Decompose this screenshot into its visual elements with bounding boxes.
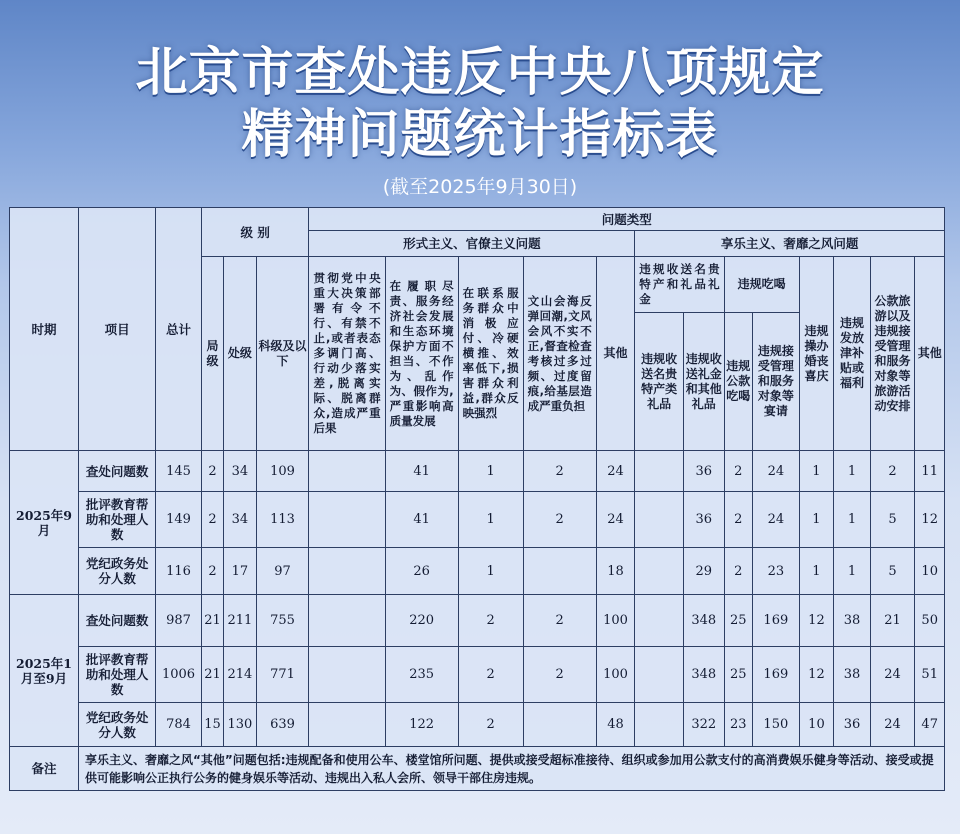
cell-h-eat1: 2 — [724, 492, 752, 548]
cell-bureau: 2 — [201, 492, 223, 548]
header-section: 科级及以下 — [256, 257, 309, 451]
cell-h-gift2: 36 — [683, 451, 724, 492]
cell-f1 — [309, 492, 385, 548]
cell-total: 116 — [156, 548, 202, 595]
period-label: 2025年1月至9月 — [10, 595, 79, 747]
cell-bureau: 21 — [201, 647, 223, 703]
cell-f3: 2 — [458, 595, 523, 647]
header-division: 处级 — [224, 257, 256, 451]
cell-f2: 41 — [385, 492, 458, 548]
cell-section: 639 — [256, 703, 309, 747]
cell-h-other: 10 — [915, 548, 945, 595]
header-hedonism-other: 其他 — [915, 257, 945, 451]
cell-f4: 2 — [523, 595, 596, 647]
cell-f1 — [309, 451, 385, 492]
cell-f-other: 100 — [596, 647, 635, 703]
note-label: 备注 — [10, 747, 79, 791]
table-row — [10, 647, 945, 703]
cell-h-eat1: 25 — [724, 647, 752, 703]
cell-h-eat1: 2 — [724, 548, 752, 595]
cell-section: 113 — [256, 492, 309, 548]
cell-division: 214 — [224, 647, 256, 703]
cell-h-gift1 — [635, 703, 684, 747]
cell-f4 — [523, 548, 596, 595]
header-bureau: 局级 — [201, 257, 223, 451]
cell-h-subsidy: 36 — [834, 703, 871, 747]
table-row — [10, 492, 945, 548]
cell-f-other: 24 — [596, 451, 635, 492]
cell-f-other: 18 — [596, 548, 635, 595]
cell-h-wedding: 12 — [799, 595, 834, 647]
cell-h-travel: 2 — [870, 451, 915, 492]
cell-h-gift1 — [635, 451, 684, 492]
header-eat-1: 违规公款吃喝 — [724, 313, 752, 451]
row-item-label: 党纪政务处分人数 — [79, 703, 156, 747]
header-period: 时期 — [10, 208, 79, 451]
cell-h-travel: 21 — [870, 595, 915, 647]
cell-h-eat2: 23 — [753, 548, 800, 595]
cell-f1 — [309, 703, 385, 747]
cell-f3: 1 — [458, 492, 523, 548]
cell-f2: 26 — [385, 548, 458, 595]
header-item: 项目 — [79, 208, 156, 451]
cell-h-other: 51 — [915, 647, 945, 703]
cell-division: 34 — [224, 492, 256, 548]
cell-h-gift2: 322 — [683, 703, 724, 747]
cell-section: 97 — [256, 548, 309, 595]
cell-f1 — [309, 647, 385, 703]
header-formalism-2: 在履职尽责、服务经济社会发展和生态环境保护方面不担当、不作为、乱作为、假作为,严重影响高质量发展 — [385, 257, 458, 451]
cell-h-gift2: 29 — [683, 548, 724, 595]
cell-total: 987 — [156, 595, 202, 647]
cell-section: 755 — [256, 595, 309, 647]
cell-h-eat2: 169 — [753, 647, 800, 703]
header-formalism-other: 其他 — [596, 257, 635, 451]
cell-f-other: 24 — [596, 492, 635, 548]
cell-total: 149 — [156, 492, 202, 548]
cell-h-eat2: 24 — [753, 492, 800, 548]
cell-f-other: 100 — [596, 595, 635, 647]
cell-f1 — [309, 595, 385, 647]
period-label: 2025年9月 — [10, 451, 79, 595]
cell-h-wedding: 12 — [799, 647, 834, 703]
cell-total: 145 — [156, 451, 202, 492]
cell-bureau: 21 — [201, 595, 223, 647]
cell-f3: 2 — [458, 647, 523, 703]
cell-h-other: 12 — [915, 492, 945, 548]
cell-f3: 1 — [458, 548, 523, 595]
header-subsidy: 违规发放津补贴或福利 — [834, 257, 871, 451]
table-body — [10, 451, 945, 747]
table-row — [10, 595, 945, 647]
cell-h-eat1: 23 — [724, 703, 752, 747]
row-item-label: 批评教育帮助和处理人数 — [79, 647, 156, 703]
cell-section: 109 — [256, 451, 309, 492]
cell-h-subsidy: 38 — [834, 595, 871, 647]
cell-h-gift1 — [635, 595, 684, 647]
header-eat-2: 违规接受管理和服务对象等宴请 — [753, 313, 800, 451]
cell-h-other: 47 — [915, 703, 945, 747]
cell-division: 17 — [224, 548, 256, 595]
cell-f-other: 48 — [596, 703, 635, 747]
cell-total: 784 — [156, 703, 202, 747]
cell-h-eat2: 24 — [753, 451, 800, 492]
cell-h-other: 11 — [915, 451, 945, 492]
page-title-line2: 精神问题统计指标表 — [241, 105, 719, 165]
cell-h-subsidy: 1 — [834, 492, 871, 548]
cell-h-wedding: 1 — [799, 548, 834, 595]
note-text: 享乐主义、奢靡之风“其他”问题包括:违规配备和使用公车、楼堂馆所问题、提供或接受超标准接待、组织或参加用公款支付的高消费娱乐健身等活动、接受或提供可能影响公正执行公务的健身娱乐等活动、违规出入私人会所、领导干部住房违规。 — [79, 747, 945, 791]
cell-f2: 220 — [385, 595, 458, 647]
header-formalism: 形式主义、官僚主义问题 — [309, 231, 635, 257]
cell-h-wedding: 1 — [799, 451, 834, 492]
cell-division: 34 — [224, 451, 256, 492]
cell-h-gift2: 36 — [683, 492, 724, 548]
cell-bureau: 15 — [201, 703, 223, 747]
cell-h-wedding: 1 — [799, 492, 834, 548]
cell-h-gift1 — [635, 647, 684, 703]
header-problem-type: 问题类型 — [309, 208, 945, 231]
cell-division: 130 — [224, 703, 256, 747]
header-total: 总计 — [156, 208, 202, 451]
cell-h-travel: 5 — [870, 548, 915, 595]
cell-h-subsidy: 1 — [834, 451, 871, 492]
cell-h-gift2: 348 — [683, 595, 724, 647]
table-row — [10, 548, 945, 595]
row-item-label: 查处问题数 — [79, 451, 156, 492]
cell-f4: 2 — [523, 647, 596, 703]
header-travel: 公款旅游以及违规接受管理和服务对象等旅游活动安排 — [870, 257, 915, 451]
cell-h-travel: 24 — [870, 703, 915, 747]
cell-f3: 2 — [458, 703, 523, 747]
header-formalism-3: 在联系服务群众中消极应付、冷硬横推、效率低下,损害群众利益,群众反映强烈 — [458, 257, 523, 451]
cell-h-subsidy: 1 — [834, 548, 871, 595]
cell-h-other: 50 — [915, 595, 945, 647]
table-row — [10, 451, 945, 492]
page-subtitle: (截至2025年9月30日) — [382, 176, 578, 198]
header-wedding: 违规操办婚丧喜庆 — [799, 257, 834, 451]
header-eat: 违规吃喝 — [724, 257, 799, 313]
cell-h-gift1 — [635, 548, 684, 595]
cell-h-gift1 — [635, 492, 684, 548]
cell-h-gift2: 348 — [683, 647, 724, 703]
cell-f4: 2 — [523, 492, 596, 548]
cell-f4 — [523, 703, 596, 747]
header-formalism-4: 文山会海反弹回潮,文风会风不实不正,督查检查考核过多过频、过度留痕,给基层造成严重负担 — [523, 257, 596, 451]
header-hedonism: 享乐主义、奢靡之风问题 — [635, 231, 945, 257]
header-gift: 违规收送名贵特产和礼品礼金 — [635, 257, 724, 313]
cell-h-eat1: 2 — [724, 451, 752, 492]
cell-total: 1006 — [156, 647, 202, 703]
statistics-table — [9, 207, 945, 791]
cell-h-eat2: 169 — [753, 595, 800, 647]
cell-bureau: 2 — [201, 548, 223, 595]
cell-f4: 2 — [523, 451, 596, 492]
cell-f2: 122 — [385, 703, 458, 747]
cell-f2: 235 — [385, 647, 458, 703]
table-row — [10, 703, 945, 747]
cell-h-eat1: 25 — [724, 595, 752, 647]
cell-bureau: 2 — [201, 451, 223, 492]
cell-f3: 1 — [458, 451, 523, 492]
cell-f1 — [309, 548, 385, 595]
header-level: 级 别 — [201, 208, 309, 257]
cell-h-travel: 5 — [870, 492, 915, 548]
row-item-label: 批评教育帮助和处理人数 — [79, 492, 156, 548]
cell-h-eat2: 150 — [753, 703, 800, 747]
header-gift-2: 违规收送礼金和其他礼品 — [683, 313, 724, 451]
header-formalism-1: 贯彻党中央重大决策部署有令不行、有禁不止,或者表态多调门高、行动少落实差,脱离实际、脱离群众,造成严重后果 — [309, 257, 385, 451]
cell-h-travel: 24 — [870, 647, 915, 703]
row-item-label: 党纪政务处分人数 — [79, 548, 156, 595]
page-title-line1: 北京市查处违反中央八项规定 — [135, 43, 825, 103]
cell-division: 211 — [224, 595, 256, 647]
cell-h-subsidy: 38 — [834, 647, 871, 703]
cell-h-wedding: 10 — [799, 703, 834, 747]
cell-f2: 41 — [385, 451, 458, 492]
row-item-label: 查处问题数 — [79, 595, 156, 647]
cell-section: 771 — [256, 647, 309, 703]
header-gift-1: 违规收送名贵特产类礼品 — [635, 313, 684, 451]
